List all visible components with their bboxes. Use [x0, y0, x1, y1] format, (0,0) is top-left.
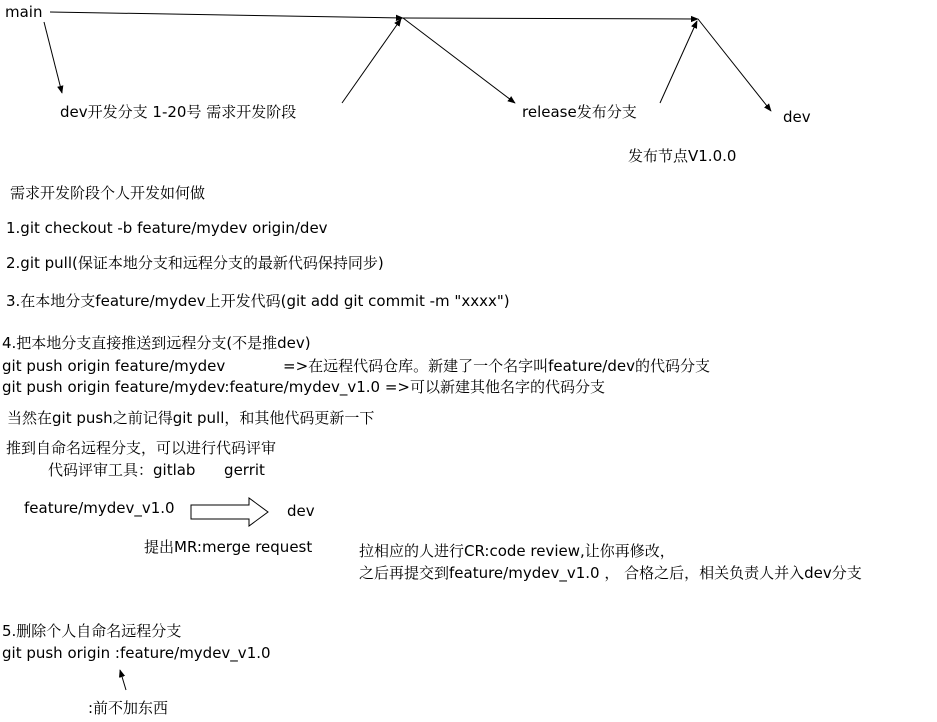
review-title: 推到自命名远程分支，可以进行代码评审 [6, 439, 277, 457]
release-branch-label: release发布分支 [522, 103, 637, 121]
step-3: 3.在本地分支feature/mydev上开发代码(git add git commit -m "xxxx") [6, 292, 510, 310]
step-4-title: 4.把本地分支直接推送到远程分支(不是推dev) [2, 334, 311, 352]
step-4-cmd2: git push origin feature/mydev:feature/mydev_v1.0 =>可以新建其他名字的代码分支 [2, 378, 605, 396]
step-4-cmd1: git push origin feature/mydev [2, 357, 226, 375]
dev-branch-label: dev开发分支 1-20号 需求开发阶段 [60, 103, 297, 121]
heading: 需求开发阶段个人开发如何做 [10, 184, 206, 202]
step-1: 1.git checkout -b feature/mydev origin/dev [6, 219, 328, 237]
edge-main-to-merge1 [50, 12, 403, 18]
step-5-note: :前不加东西 [88, 699, 169, 717]
cr-line-2: 之后再提交到feature/mydev_v1.0 ， 合格之后，相关负责人并入dev分支 [359, 564, 862, 582]
edge-note-to-colon [120, 670, 126, 690]
review-tools: 代码评审工具：gitlab gerrit [48, 461, 265, 479]
edge-release-to-merge2 [660, 21, 697, 103]
mr-arrow-shape [191, 498, 268, 526]
step-5-title: 5.删除个人自命名远程分支 [2, 622, 182, 640]
pull-note: 当然在git push之前记得git pull，和其他代码更新一下 [7, 409, 375, 427]
main-branch-label: main [5, 3, 43, 21]
edge-merge2-to-dev [698, 19, 771, 111]
step-4-cmd1-note: =>在远程代码仓库。新建了一个名字叫feature/dev的代码分支 [283, 357, 710, 375]
step-5-cmd: git push origin :feature/mydev_v1.0 [2, 644, 271, 662]
edge-merge1-to-merge2 [403, 18, 698, 19]
mr-label: 提出MR:merge request [144, 538, 313, 556]
edge-dev-branch-to-merge1 [342, 19, 401, 103]
cr-line-1: 拉相应的人进行CR:code review,让你再修改， [359, 542, 675, 560]
mr-source: feature/mydev_v1.0 [24, 499, 175, 517]
dev-label: dev [783, 108, 811, 126]
step-2: 2.git pull(保证本地分支和远程分支的最新代码保持同步) [6, 254, 384, 272]
release-node-label: 发布节点V1.0.0 [628, 147, 737, 165]
edge-main-to-dev-branch [44, 22, 62, 93]
mr-target: dev [287, 502, 315, 520]
edge-merge1-to-release [403, 18, 515, 103]
